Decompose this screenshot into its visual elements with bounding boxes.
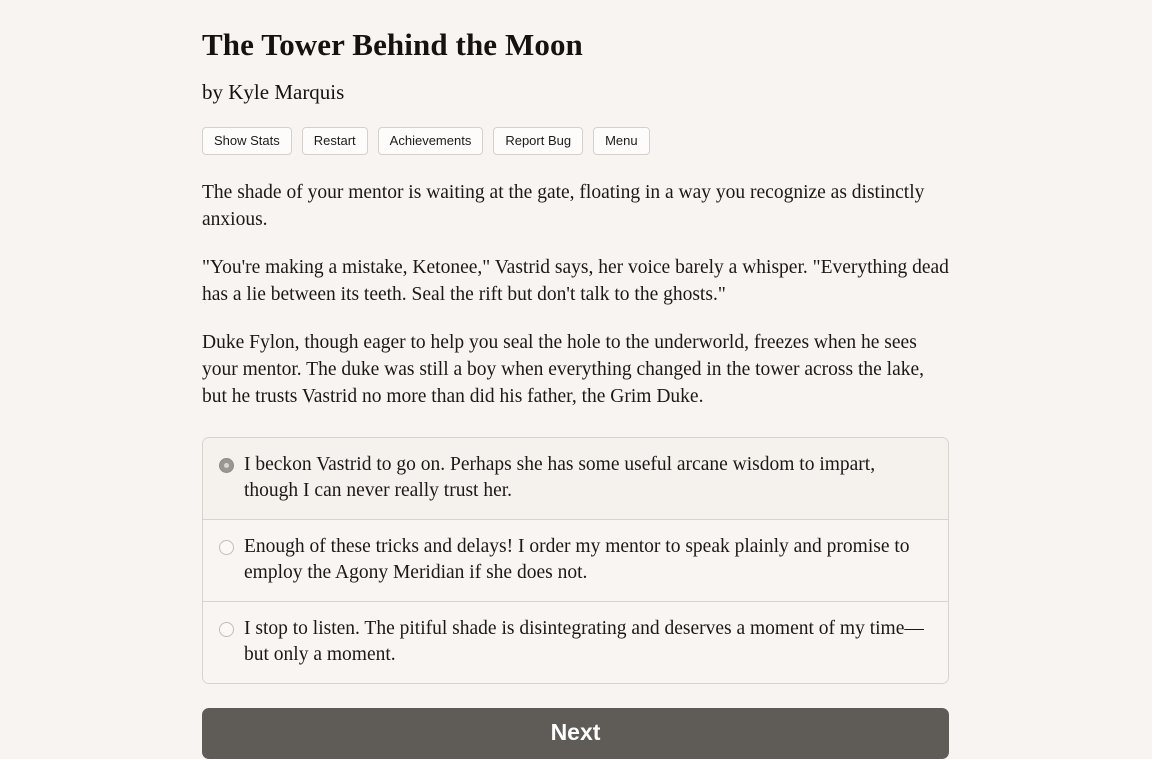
- radio-unselected-icon[interactable]: [219, 540, 234, 555]
- story-paragraph: Duke Fylon, though eager to help you seal the hole to the underworld, freezes when he sees your mentor. The duke was still a boy when everything changed in the tower across the lake, but he trusts Vastrid no more than did his father, the Grim Duke.: [202, 332, 925, 408]
- story-container: [202, 0, 949, 759]
- choice-option[interactable]: [203, 601, 948, 683]
- show-stats-button[interactable]: Show Stats: [202, 127, 292, 155]
- achievements-button[interactable]: Achievements: [378, 127, 484, 155]
- choice-option-label: I beckon Vastrid to go on. Perhaps she has some useful arcane wisdom to impart, though I can never really trust her.: [244, 454, 876, 502]
- story-paragraph: "You're making a mistake, Ketonee," Vastrid says, her voice barely a whisper. "Everything dead has a lie between its teeth. Seal the rift but don't talk to the ghosts.": [202, 257, 949, 306]
- report-bug-button[interactable]: Report Bug: [493, 127, 583, 155]
- radio-unselected-icon[interactable]: [219, 622, 234, 637]
- page-title: The Tower Behind the Moon: [202, 27, 583, 62]
- next-button[interactable]: Next: [202, 708, 949, 759]
- choice-option[interactable]: [203, 519, 948, 601]
- choice-option[interactable]: [203, 438, 948, 519]
- radio-selected-icon[interactable]: [219, 458, 234, 473]
- restart-button[interactable]: Restart: [302, 127, 368, 155]
- story-paragraph: The shade of your mentor is waiting at the gate, floating in a way you recognize as distinctly anxious.: [202, 182, 925, 231]
- choice-list: [202, 437, 949, 684]
- choice-option-label: I stop to listen. The pitiful shade is disintegrating and deserves a moment of my time—but only a moment.: [244, 618, 924, 666]
- menu-button[interactable]: Menu: [593, 127, 650, 155]
- toolbar: [202, 127, 949, 155]
- choice-option-label: Enough of these tricks and delays! I order my mentor to speak plainly and promise to employ the Agony Meridian if she does not.: [244, 536, 910, 584]
- story-byline: by Kyle Marquis: [202, 80, 345, 105]
